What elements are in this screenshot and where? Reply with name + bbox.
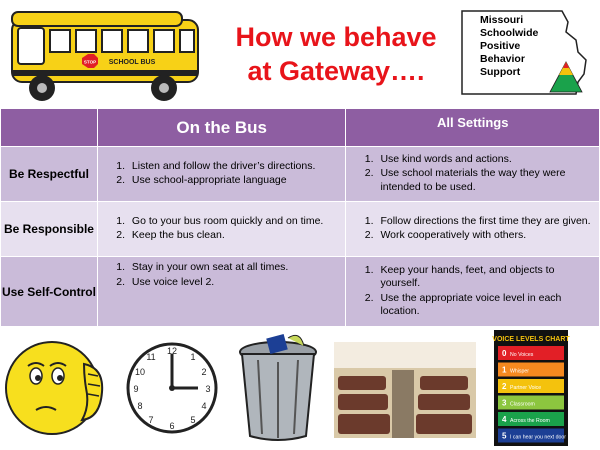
voice-chart-title: VOICE LEVELS CHART	[492, 336, 570, 343]
table-row	[1, 257, 600, 327]
voice-level-row	[498, 379, 564, 393]
school-bus-image	[8, 6, 204, 106]
list-item: 1. Follow directions the first time they are given.	[376, 215, 593, 229]
list-item: 1. Go to your bus room quickly and on time.	[128, 215, 340, 229]
on-bus-cell	[97, 202, 346, 257]
trash-can-icon	[240, 334, 316, 440]
column-header-all-settings: All Settings	[346, 109, 600, 147]
list-item: 2. Use school materials the way they were intended to be used.	[376, 167, 593, 194]
list-item: 1. Keep your hands, feet, and objects to yourself.	[376, 264, 593, 291]
voice-level-label: No Voices	[510, 352, 534, 358]
voice-level-number: 5	[502, 431, 507, 441]
svg-text:4: 4	[201, 401, 207, 411]
voice-levels-chart	[492, 330, 570, 446]
voice-level-row	[498, 412, 564, 426]
list-item: 2. Use voice level 2.	[128, 276, 340, 290]
svg-text:10: 10	[134, 367, 146, 377]
logo-line: Schoolwide	[480, 27, 539, 39]
column-header-on-the-bus: On the Bus	[97, 109, 346, 147]
list-item: 2. Use school-appropriate language	[128, 174, 340, 188]
svg-text:2: 2	[201, 367, 207, 377]
illustration-strip	[0, 330, 600, 450]
all-settings-cell	[346, 257, 600, 327]
voice-level-number: 0	[502, 349, 507, 358]
clock-icon	[128, 344, 216, 432]
svg-text:7: 7	[148, 415, 154, 425]
all-settings-cell	[346, 202, 600, 257]
row-label: Be Responsible	[1, 202, 98, 257]
list-item: 1. Listen and follow the driver’s directions.	[128, 160, 340, 174]
list-item: 2. Use the appropriate voice level in each location.	[376, 292, 593, 319]
page-title	[212, 20, 460, 88]
on-bus-cell	[97, 147, 346, 202]
title-line-2: at Gateway….	[247, 56, 425, 86]
header-empty-cell	[1, 109, 98, 147]
list-item: 2. Work cooperatively with others.	[376, 229, 593, 243]
logo-line: Behavior	[480, 53, 525, 65]
voice-level-label: Classroom	[510, 401, 535, 408]
voice-level-label: Across the Room	[510, 418, 550, 424]
bus-sign: SCHOOL BUS	[108, 59, 156, 66]
voice-level-number: 4	[502, 415, 507, 424]
stop-sign: STOP	[83, 59, 97, 65]
logo-line: Positive	[480, 40, 521, 52]
listening-face-icon	[6, 342, 102, 434]
svg-text:12: 12	[166, 346, 178, 356]
logo-text	[480, 14, 538, 79]
list-item: 1. Use kind words and actions.	[376, 153, 593, 167]
svg-text:6: 6	[169, 421, 175, 431]
on-bus-cell	[97, 257, 346, 327]
voice-level-row	[498, 363, 564, 377]
all-settings-cell	[346, 147, 600, 202]
svg-text:3: 3	[205, 384, 211, 394]
voice-level-row	[498, 396, 564, 410]
row-label: Use Self-Control	[1, 257, 98, 327]
list-item: 2. Keep the bus clean.	[128, 229, 340, 243]
table-row	[1, 147, 600, 202]
logo-line: Support	[480, 66, 521, 78]
voice-level-number: 3	[502, 398, 507, 408]
row-label: Be Respectful	[1, 147, 98, 202]
title-line-1: How we behave	[235, 22, 437, 52]
voice-level-label: I can hear you next door	[510, 434, 566, 441]
voice-level-number: 2	[502, 382, 507, 391]
voice-level-label: Partner Voice	[510, 385, 542, 391]
voice-level-number: 1	[502, 365, 507, 375]
behavior-matrix	[0, 108, 600, 326]
voice-level-label: Whisper	[510, 368, 530, 375]
svg-text:8: 8	[137, 401, 143, 411]
bus-seats-photo	[334, 342, 476, 438]
svg-text:1: 1	[190, 352, 196, 362]
voice-level-bar	[498, 363, 564, 377]
list-item: 1. Stay in your own seat at all times.	[128, 261, 340, 275]
svg-text:11: 11	[146, 352, 156, 362]
table-row	[1, 202, 600, 257]
logo-line: Missouri	[480, 14, 524, 26]
svg-text:5: 5	[190, 415, 196, 425]
voice-level-row	[498, 429, 566, 443]
voice-level-row	[498, 346, 564, 360]
svg-text:9: 9	[133, 384, 139, 394]
